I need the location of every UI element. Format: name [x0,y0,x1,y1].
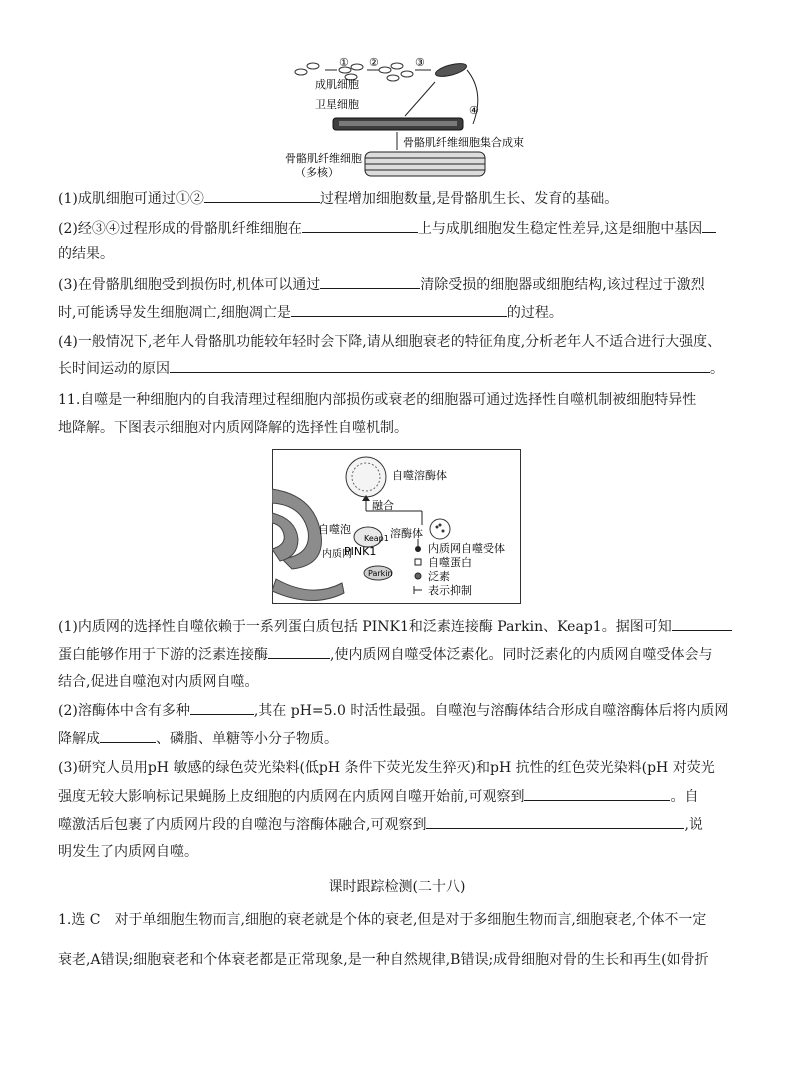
label-autolysosome: 自噬溶酶体 [392,469,447,482]
answer-blank [204,188,320,203]
q10-part3-cont [58,302,563,323]
label-parkin: Parkin [368,569,393,578]
answer-blank [170,358,710,373]
step-4: ④ [469,104,479,117]
q11-part3-cont2 [58,814,703,835]
q11-p1-text-c: ,使内质网自噬受体泛素化。同时泛素化的内质网自噬受体会与 [330,647,713,663]
q10-part1 [58,188,618,209]
q10-part2 [58,218,716,239]
q11-stem-cont: 地降解。下图表示细胞对内质网降解的选择性自噬机制。 [58,420,408,436]
q11-p3-text-e: ,说 [684,817,703,833]
label-myoblast: 成肌细胞 [315,78,359,91]
q10-p2-text-a: (2)经③④过程形成的骨骼肌纤维细胞在 [58,221,302,237]
q11-part3: (3)研究人员用pH 敏感的绿色荧光染料(低pH 条件下荧光发生猝灭)和pH 抗性的红色荧光染料(pH 对荧光 [58,760,715,776]
q10-part2-cont: 的结果。 [58,246,114,262]
q11-p1-text-b: 蛋白能够作用于下游的泛素连接酶 [58,647,268,663]
q10-part4-cont [58,358,724,379]
q10-p1-text-b: 过程增加细胞数量,是骨骼肌生长、发育的基础。 [319,191,619,207]
answer-blank [702,218,716,233]
q11-part2 [58,700,728,721]
label-er: 内质网 [322,549,352,560]
label-fiber-bundle: 骨骼肌纤维细胞集合成束 [403,136,524,149]
q10-p4-text-b: 长时间运动的原因 [58,361,170,377]
label-pink1: PINK1 [344,545,377,558]
answer-blank [672,616,732,631]
label-lysosome: 溶酶体 [390,527,423,540]
q11-stem: 11.自噬是一种细胞内的自我清理过程细胞内部损伤或衰老的细胞器可通过选择性自噬机制被细胞特异性 [58,392,697,408]
q11-part2-cont [58,728,338,749]
answer-blank [320,274,420,289]
q10-p4-text-c: 。 [710,361,724,377]
q10-p2-text-b: 上与成肌细胞发生稳定性差异,这是细胞中基因 [417,221,703,237]
q10-part4: (4)一般情况下,老年人骨骼肌功能较年轻时会下降,请从细胞衰老的特征角度,分析老年人不适合进行大强度、 [58,334,722,350]
answer-line-1: 1.选 C 对于单细胞生物而言,细胞的衰老就是个体的衰老,但是对于多细胞生物而言,细胞衰老,个体不一定 [58,912,707,928]
answer-blank [291,302,507,317]
legend-autophagy-protein: 自噬蛋白 [428,556,472,569]
q11-p2-text-c: 降解成 [58,731,100,747]
q10-p3-text-c: 时,可能诱导发生细胞凋亡,细胞凋亡是 [58,305,291,321]
q11-part1 [58,616,732,637]
q10-p3-text-b: 清除受损的细胞器或细胞结构,该过程过于激烈 [420,277,705,293]
label-keap1: Keap1 [364,534,389,543]
label-satellite-cell: 卫星细胞 [315,98,359,111]
q11-p1-text-a: (1)内质网的选择性自噬依赖于一系列蛋白质包括 PINK1和泛素连接酶 Parkin、Keap1。据图可知 [58,619,672,635]
label-fusion: 融合 [372,499,394,512]
q11-p2-text-d: 、磷脂、单糖等小分子物质。 [156,731,338,747]
section-title: 课时跟踪检测(二十八) [328,879,466,895]
q10-p1-text-a: (1)成肌细胞可通过①② [58,191,204,207]
answer-blank [302,218,418,233]
legend-er-receptor: 内质网自噬受体 [428,542,505,555]
q11-part1-cont [58,644,712,665]
answer-line-2: 衰老,A错误;细胞衰老和个体衰老都是正常现象,是一种自然规律,B错误;成骨细胞对骨的生长和再生(如骨折 [58,952,709,968]
answer-blank [426,814,684,829]
label-multinuclear: （多核） [295,166,339,179]
q11-p3-text-d: 噬激活后包裹了内质网片段的自噬泡与溶酶体融合,可观察到 [58,817,427,833]
q11-p2-text-b: ,其在 pH=5.0 时活性最强。自噬泡与溶酶体结合形成自噬溶酶体后将内质网 [253,703,729,719]
step-1: ① [339,56,349,69]
q11-p2-text-a: (2)溶酶体中含有多种 [58,703,190,719]
q10-part3 [58,274,705,295]
label-muscle-fiber: 骨骼肌纤维细胞 [285,152,362,165]
answer-blank [524,786,670,801]
q10-p3-text-d: 的过程。 [506,305,563,321]
autophagy-diagram [272,449,521,604]
q11-p3-text-b: 强度无较大影响标记果蝇肠上皮细胞的内质网在内质网自噬开始前,可观察到 [58,789,525,805]
q11-part3-end: 明发生了内质网自噬。 [58,844,198,860]
q11-part1-end: 结合,促进自噬泡对内质网自噬。 [58,674,259,690]
answer-blank [268,644,330,659]
muscle-cell-diagram [285,52,545,182]
answer-blank [190,700,254,715]
q10-p3-text-a: (3)在骨骼肌细胞受到损伤时,机体可以通过 [58,277,321,293]
q11-p3-text-c: 。自 [670,789,699,805]
label-autophagosome: 自噬泡 [318,523,351,536]
q11-part3-cont [58,786,698,807]
answer-blank [100,728,156,743]
legend-inhibit: 表示抑制 [428,584,472,597]
step-3: ③ [415,56,425,69]
step-2: ② [369,56,379,69]
legend-ubiquitin: 泛素 [428,570,450,583]
